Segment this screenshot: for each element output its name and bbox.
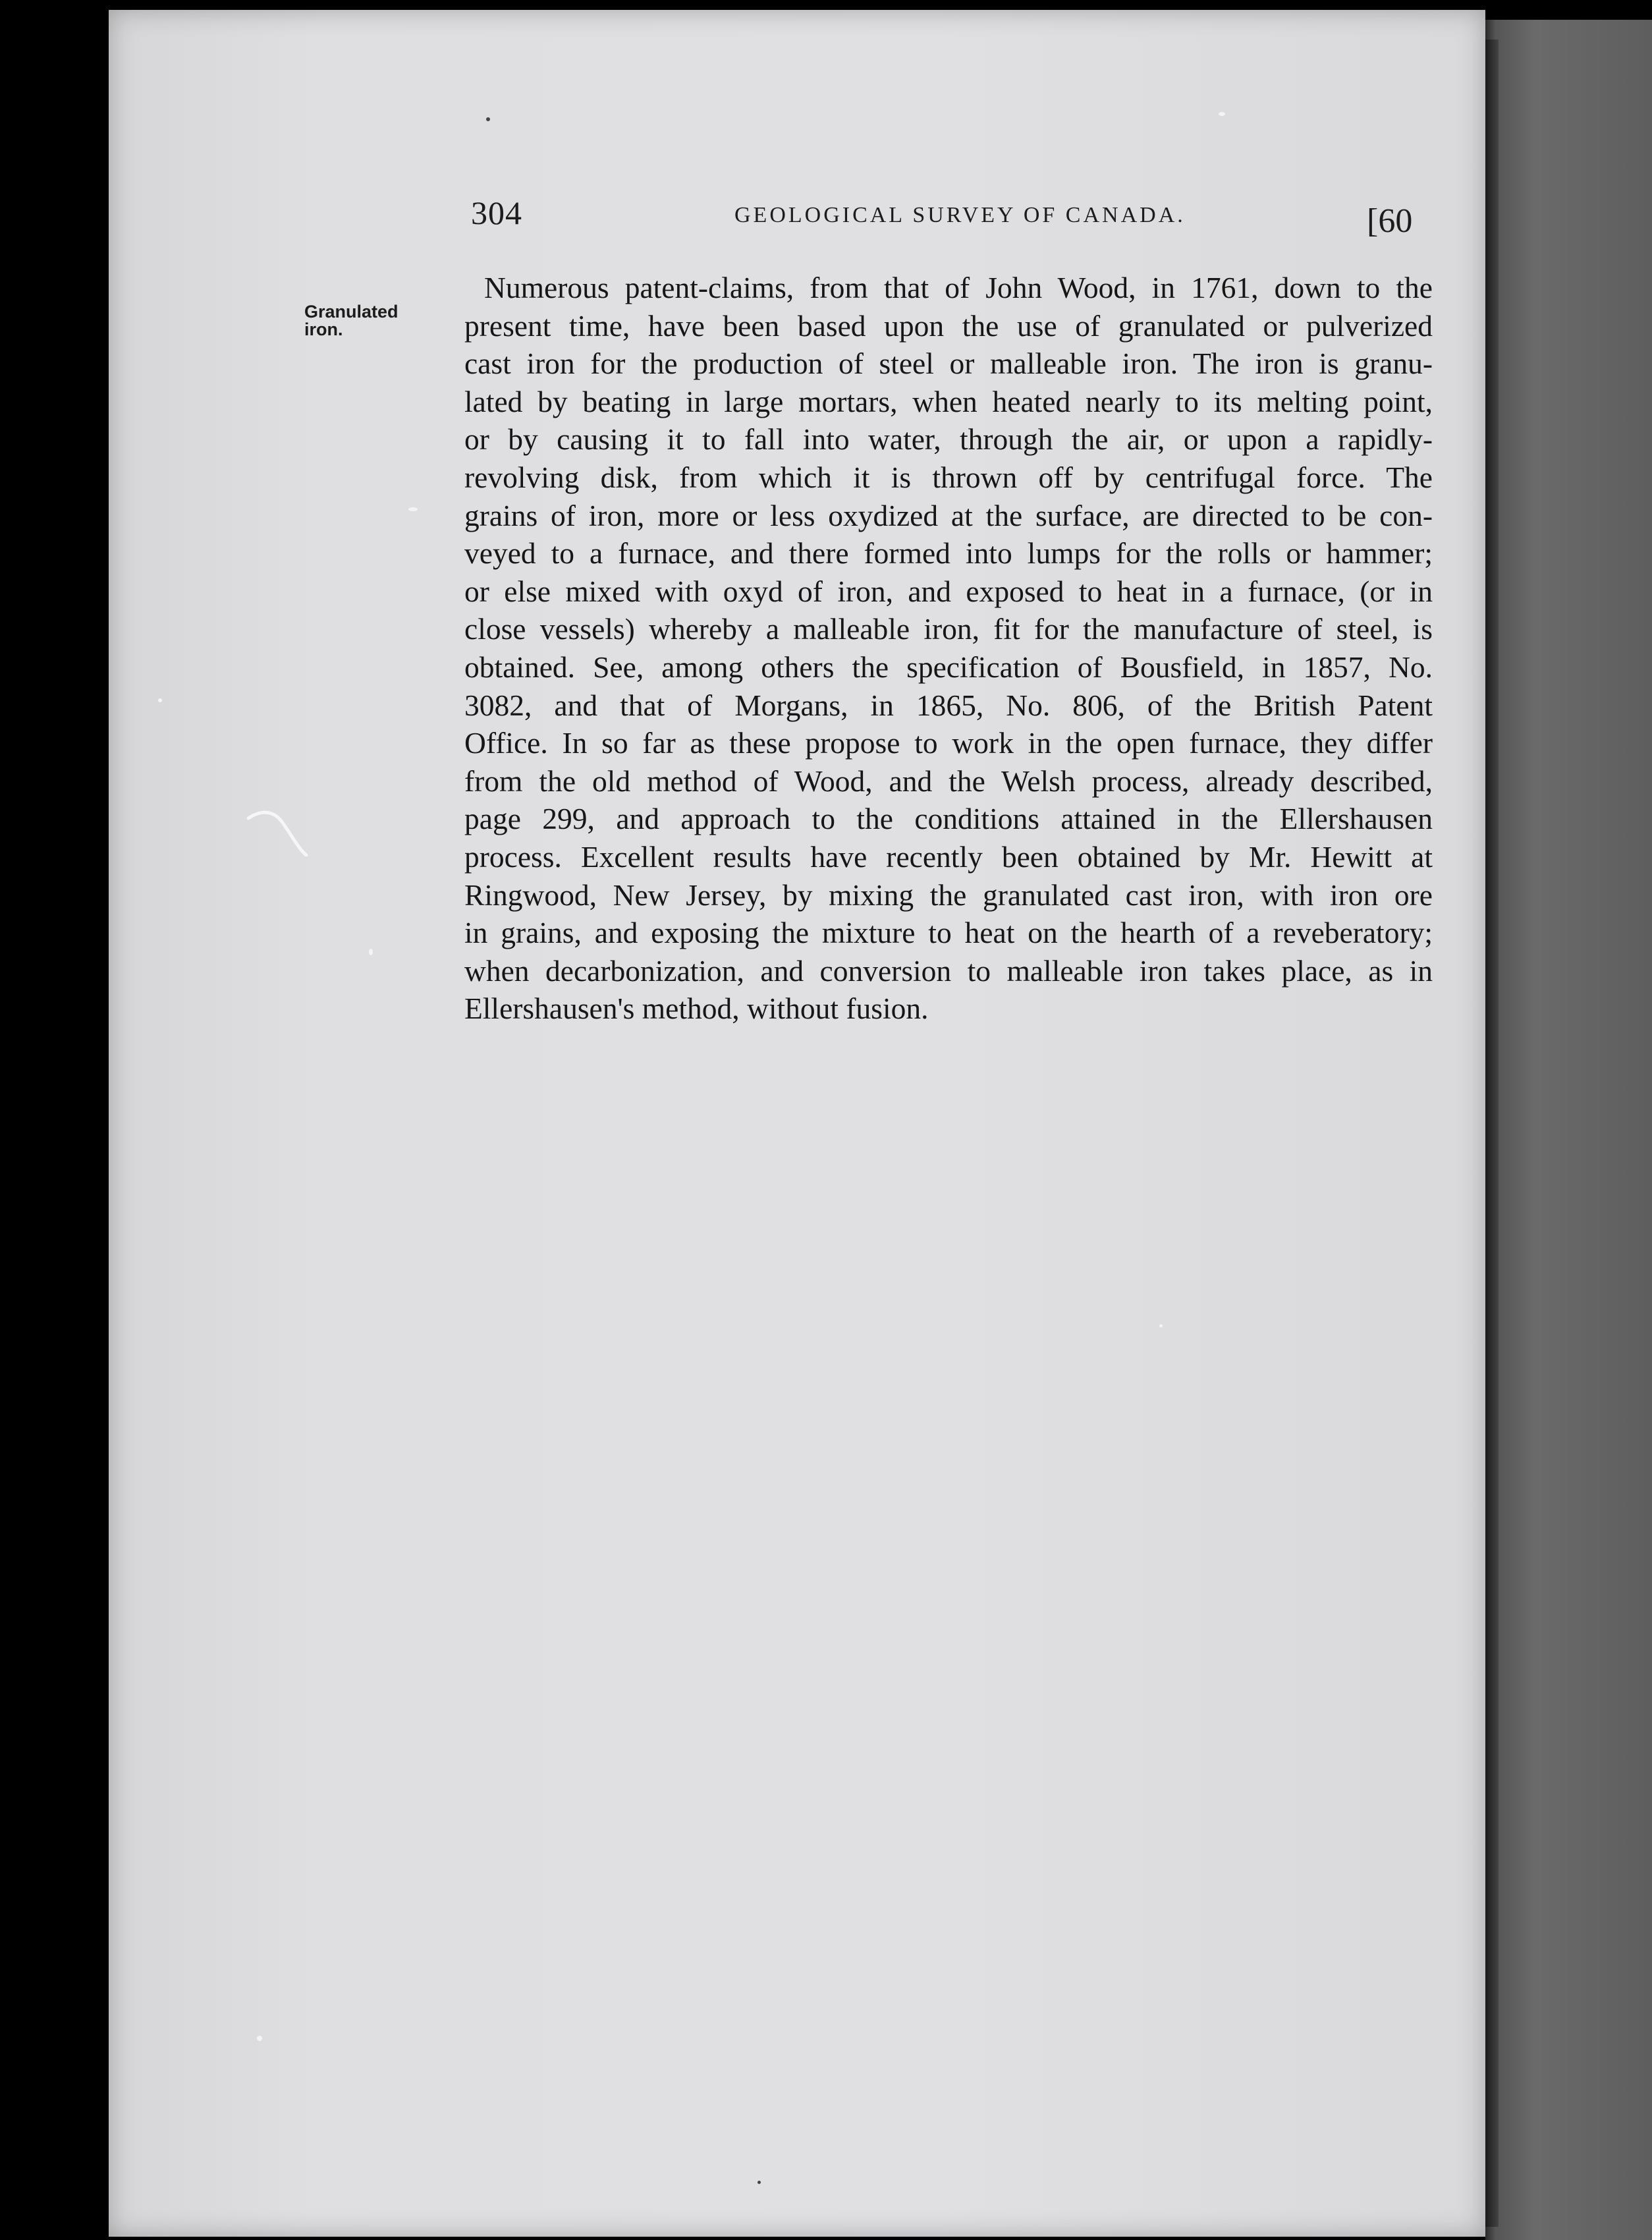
text-line: close vessels) whereby a malleable iron, fit for the manufacture of steel, is (464, 612, 1433, 646)
dust-speck (1219, 112, 1225, 116)
text-line: page 299, and approach to the conditions attained in the Ellershausen (464, 802, 1433, 836)
text-line: Numerous patent-claims, from that of John Wood, in 1761, down to the (484, 271, 1433, 304)
dust-speck (257, 2036, 262, 2041)
text-line: 3082, and that of Morgans, in 1865, No. 806, of the British Patent (464, 688, 1433, 722)
body-paragraph (464, 269, 1433, 1028)
text-line: present time, have been based upon the use of granulated or pulverized (464, 308, 1433, 343)
text-line: when decarbonization, and conversion to malleable iron takes place, as in (464, 953, 1433, 988)
text-line: from the old method of Wood, and the Welsh process, already described, (464, 764, 1433, 798)
text-line: or by causing it to fall into water, through the air, or upon a rapidly- (464, 422, 1433, 457)
dust-speck (486, 117, 490, 121)
margin-note-line: iron. (304, 320, 343, 339)
dust-speck (757, 2181, 761, 2184)
text-line: Office. In so far as these propose to work in the open furnace, they differ (464, 726, 1433, 760)
text-line: revolving disk, from which it is thrown off by centrifugal force. The (464, 460, 1433, 494)
text-line: or else mixed with oxyd of iron, and exposed to heat in a furnace, (or in (464, 574, 1433, 608)
book-cover-edge (1485, 20, 1652, 2240)
dust-speck (1159, 1324, 1163, 1328)
text-line: Ellershausen's method, without fusion. (464, 992, 929, 1026)
text-line: grains of iron, more or less oxydized at the surface, are directed to be con- (464, 498, 1433, 532)
dust-speck (408, 507, 418, 511)
running-title: GEOLOGICAL SURVEY OF CANADA. (734, 203, 1186, 227)
margin-note (304, 303, 436, 339)
scan-scratch-mark (247, 804, 310, 856)
text-line: process. Excellent results have recently been obtained by Mr. Hewitt at (464, 839, 1433, 874)
text-line: cast iron for the production of steel or malleable iron. The iron is granu- (464, 347, 1433, 381)
text-line: lated by beating in large mortars, when heated nearly to its melting point, (464, 384, 1433, 418)
text-line: Ringwood, New Jersey, by mixing the granulated cast iron, with iron ore (464, 878, 1433, 912)
text-line: obtained. See, among others the specification of Bousfield, in 1857, No. (464, 650, 1433, 684)
folio-number: [60 (1367, 202, 1413, 240)
dust-speck (158, 698, 162, 702)
margin-note-line: Granulated (304, 302, 399, 322)
text-line: veyed to a furnace, and there formed into lumps for the rolls or hammer; (464, 536, 1433, 571)
dust-speck (369, 949, 373, 955)
page-number: 304 (471, 194, 522, 231)
text-line: in grains, and exposing the mixture to heat on the hearth of a reveberatory; (464, 916, 1433, 950)
